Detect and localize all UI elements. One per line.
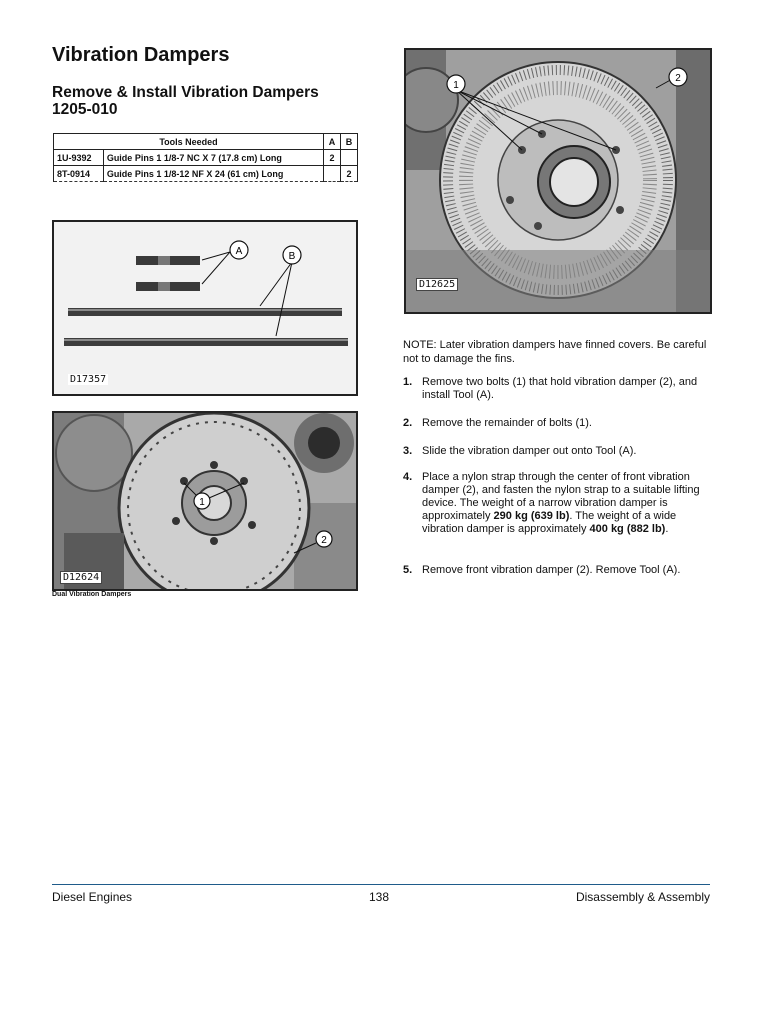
col-b-header: B (341, 134, 358, 150)
step-text: Remove two bolts (1) that hold vibration damper (2), and install Tool (A). (422, 376, 698, 401)
dual-dampers-figure (52, 411, 358, 591)
step-text-part: . (665, 523, 669, 535)
section-title: Vibration Dampers (52, 44, 230, 66)
weight-wide: 400 kg (882 lb) (589, 523, 666, 535)
callout-1: 1 (199, 497, 205, 508)
callout-2: 2 (675, 73, 681, 84)
dual-dampers-photo (54, 413, 356, 589)
table-row (54, 150, 358, 166)
figure-id: D12624 (60, 571, 102, 584)
step-number: 4. (403, 471, 413, 483)
callout-1: 1 (453, 80, 459, 91)
step-text (422, 471, 714, 536)
step-number: 1. (403, 376, 413, 388)
qty-b (341, 150, 358, 166)
col-a-header: A (324, 134, 341, 150)
note-text: NOTE: Later vibration dampers have finned covers. Be careful not to damage the fins. (403, 339, 707, 365)
finned-damper-figure (404, 48, 712, 314)
footer-right: Disassembly & Assembly (575, 890, 710, 904)
footer-rule (52, 884, 710, 885)
table-header-row (54, 134, 358, 150)
footer-left: Diesel Engines (52, 890, 133, 904)
step-number: 2. (403, 417, 413, 429)
weight-narrow: 290 kg (639 lb) (493, 510, 570, 522)
step-text-part: Place a nylon strap through the center of front vibration damper (2), and fasten the nylon strap to a suitable lifting device. The weight of a narrow vibration damper is approximately (422, 471, 700, 522)
qty-b: 2 (341, 166, 358, 182)
guide-pins-figure (52, 220, 358, 396)
tools-needed-table (53, 133, 358, 182)
step-number: 5. (403, 564, 413, 576)
callout-a: A (235, 246, 243, 257)
tools-needed-header: Tools Needed (54, 134, 324, 150)
step-text-part: . The weight of a wide vibration damper is approximately (422, 510, 677, 535)
procedure-title: Remove & Install Vibration Dampers 1205-010 (52, 84, 319, 118)
figure-caption: Dual Vibration Dampers (52, 591, 132, 598)
page-number: 138 (369, 890, 390, 904)
step-text: Remove front vibration damper (2). Remove Tool (A). (422, 564, 681, 576)
qty-a: 2 (324, 150, 341, 166)
callout-2: 2 (321, 535, 327, 546)
callout-b: B (288, 251, 296, 262)
qty-a (324, 166, 341, 182)
step-text: Remove the remainder of bolts (1). (422, 417, 592, 429)
step-number: 3. (403, 445, 413, 457)
finned-damper-photo (406, 50, 710, 312)
tool-description: Guide Pins 1 1/8-12 NF X 24 (61 cm) Long (103, 166, 323, 182)
guide-pins-illustration (54, 222, 356, 394)
part-number: 8T-0914 (54, 166, 104, 182)
step-text: Slide the vibration damper out onto Tool (A). (422, 445, 637, 457)
table-row (54, 166, 358, 182)
figure-id: D17357 (70, 374, 107, 385)
figure-id: D12625 (416, 278, 458, 291)
tool-description: Guide Pins 1 1/8-7 NC X 7 (17.8 cm) Long (103, 150, 323, 166)
part-number: 1U-9392 (54, 150, 104, 166)
